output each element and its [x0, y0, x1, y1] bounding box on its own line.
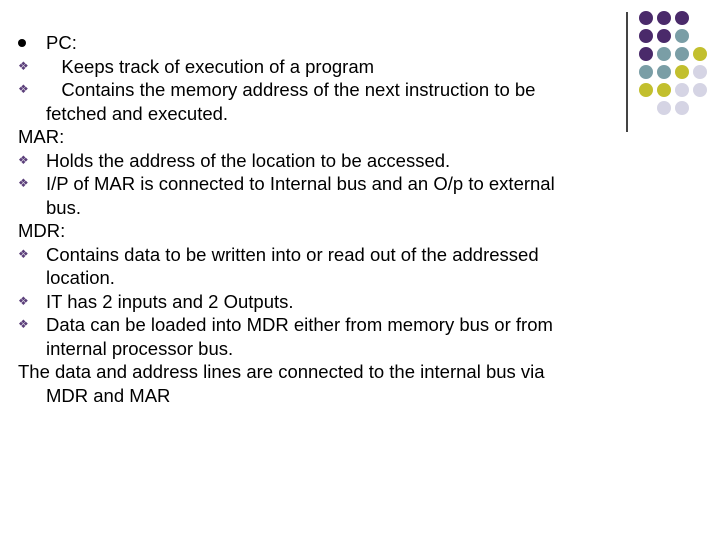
- text-line: [18, 337, 628, 361]
- decorative-dot: [657, 47, 671, 61]
- chevron-bullet-icon: ❖: [18, 293, 29, 308]
- decorative-dot: [675, 29, 689, 43]
- decorative-dot: [675, 11, 689, 25]
- decorative-dot: [657, 65, 671, 79]
- line-text: The data and address lines are connected to the internal bus via: [18, 361, 545, 382]
- text-line: [18, 384, 628, 408]
- decorative-dot: [639, 65, 653, 79]
- text-line: [18, 313, 628, 337]
- decorative-dot: [675, 47, 689, 61]
- text-line-mar-heading: [18, 125, 628, 149]
- decorative-dot: [639, 83, 653, 97]
- line-text: Holds the address of the location to be accessed.: [46, 149, 451, 171]
- chevron-bullet-icon: ❖: [18, 82, 29, 96]
- line-text: Contains data to be written into or read out of the addressed: [46, 243, 539, 265]
- chevron-bullet-icon: ❖: [18, 152, 29, 167]
- decorative-dot: [657, 11, 671, 25]
- slide-body: [18, 31, 628, 407]
- decorative-dot: [657, 29, 671, 43]
- line-text: location.: [46, 267, 115, 288]
- line-text: fetched and executed.: [46, 102, 229, 124]
- line-text: MDR and MAR: [46, 384, 171, 406]
- decorative-dot: [657, 83, 671, 97]
- line-text: MAR:: [18, 126, 65, 147]
- chevron-bullet-icon: ❖: [18, 317, 29, 331]
- decorative-dot: [675, 83, 689, 97]
- decorative-dot: [693, 47, 707, 61]
- text-line: [18, 102, 628, 126]
- line-text: MDR:: [18, 220, 66, 241]
- text-line: [18, 360, 628, 384]
- text-line: [18, 55, 628, 79]
- text-line: [18, 266, 628, 290]
- text-line: [18, 78, 628, 102]
- line-text: internal processor bus.: [46, 337, 234, 359]
- line-text: Keeps track of execution of a program: [46, 55, 375, 77]
- line-text: IT has 2 inputs and 2 Outputs.: [46, 290, 294, 312]
- text-line-mdr-heading: [18, 219, 628, 243]
- decorative-dot: [657, 101, 671, 115]
- line-text: PC:: [46, 32, 77, 53]
- decorative-dot: [639, 11, 653, 25]
- decorative-dot: [639, 47, 653, 61]
- text-line-pc: [18, 31, 628, 55]
- decorative-dot: [693, 65, 707, 79]
- chevron-bullet-icon: ❖: [18, 58, 29, 73]
- decorative-dot: [693, 83, 707, 97]
- text-line: [18, 149, 628, 173]
- decorative-dot: [675, 65, 689, 79]
- line-text: Contains the memory address of the next instruction to be: [46, 79, 536, 100]
- bullet-dot-icon: [18, 31, 38, 56]
- line-text: I/P of MAR is connected to Internal bus and an O/p to external: [46, 173, 555, 194]
- text-line: [18, 196, 628, 220]
- chevron-bullet-icon: ❖: [18, 176, 29, 190]
- decorative-dot: [639, 29, 653, 43]
- chevron-bullet-icon: ❖: [18, 246, 29, 261]
- text-line: [18, 172, 628, 196]
- line-text: bus.: [46, 196, 81, 218]
- decorative-dot: [675, 101, 689, 115]
- line-text: Data can be loaded into MDR either from memory bus or from: [46, 314, 553, 335]
- text-line: [18, 290, 628, 314]
- text-line: [18, 243, 628, 267]
